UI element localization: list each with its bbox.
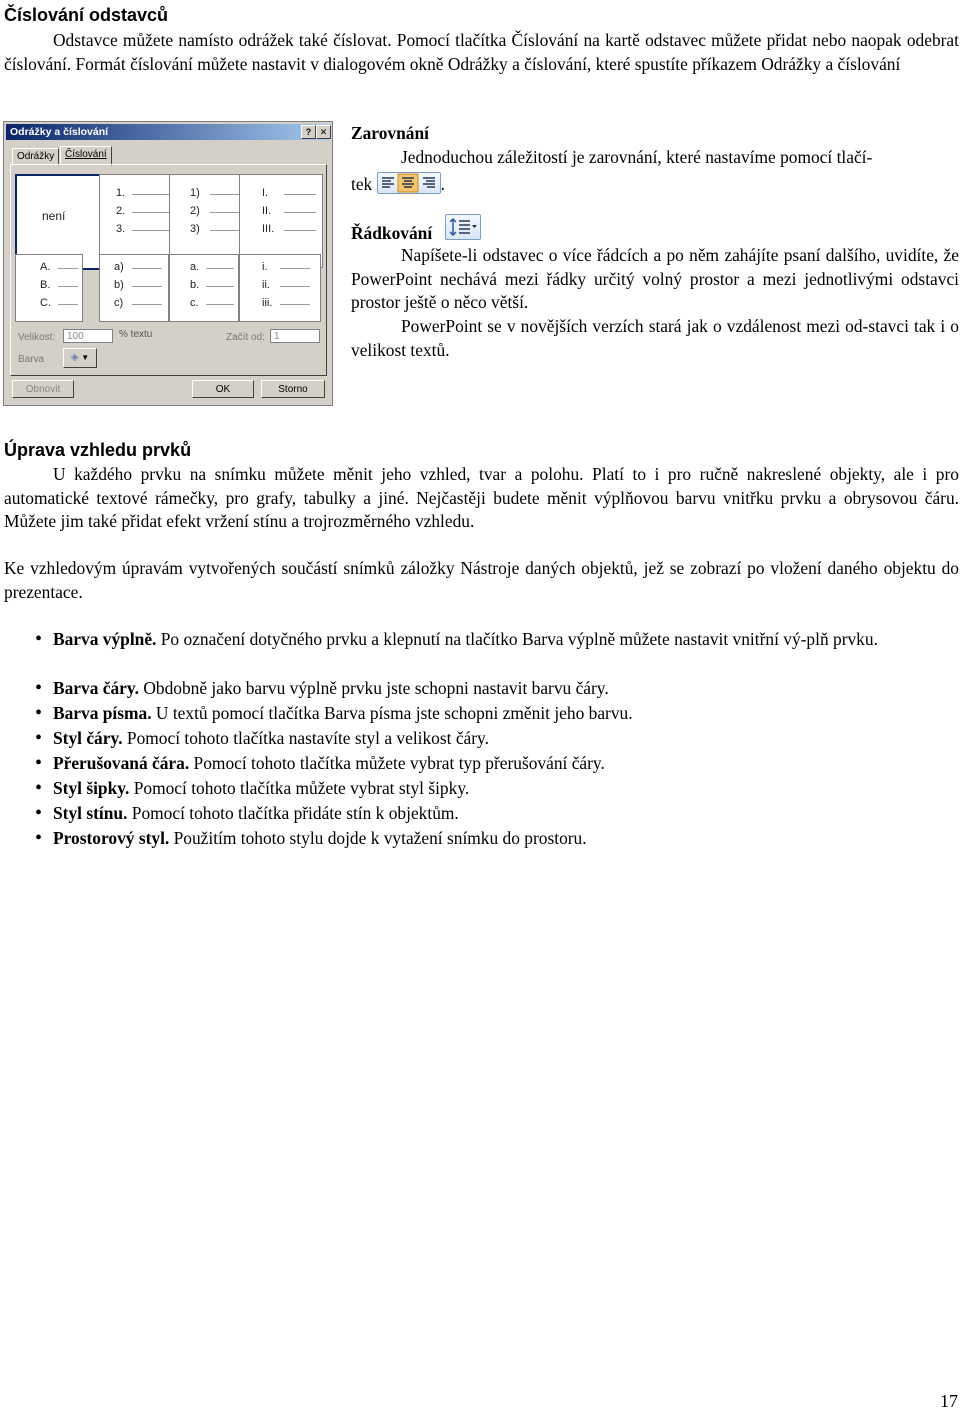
alignment-text-line2 [351, 172, 445, 196]
alignment-text-c: . [440, 174, 445, 194]
reset-button[interactable]: Obnovit [12, 380, 74, 398]
formatting-bullet-list [0, 628, 960, 852]
alignment-text-b: tek [351, 174, 373, 194]
num-label: III. [262, 223, 275, 235]
spacing-paragraph-1 [351, 244, 959, 315]
color-picker-button[interactable] [63, 348, 97, 368]
bullet-text: U textů pomocí tlačítka Barva písma jste schopni změnit jeho barvu. [151, 703, 633, 723]
num-label: 2) [190, 205, 200, 217]
bullet-term: Přerušovaná čára. [53, 753, 190, 773]
list-item [0, 628, 958, 677]
none-label: není [42, 209, 66, 223]
bullet-term: Barva čáry. [53, 678, 139, 698]
spacing-paragraph-2 [351, 315, 959, 362]
page-number: 17 [940, 1391, 958, 1411]
list-item [0, 827, 958, 852]
close-icon[interactable]: ✕ [316, 125, 331, 139]
bullet-term: Prostorový styl. [53, 828, 170, 848]
dialog-titlebar: Odrážky a číslování [6, 124, 330, 140]
appearance-paragraph-2 [4, 557, 959, 604]
bullet-term: Styl čáry. [53, 728, 123, 748]
bullet-text: Po označení dotyčného prvku a klepnutí na tlačítko Barva výplně můžete nastavit vnitřní vý-plň prvku. [156, 629, 878, 649]
size-unit-label: % textu [119, 329, 153, 340]
start-at-label: Začít od: [226, 332, 265, 343]
numbering-paragraph [4, 29, 959, 76]
num-label: a) [114, 261, 124, 273]
section-title-appearance: Úprava vzhledu prvků [4, 440, 192, 460]
cancel-button[interactable]: Storno [261, 380, 325, 398]
num-label: c) [114, 297, 124, 309]
align-icons [378, 173, 440, 193]
num-label: C. [40, 297, 51, 309]
tab-numbering[interactable]: Číslování [60, 146, 112, 166]
color-label: Barva [18, 354, 45, 365]
spacing-heading-row [351, 216, 481, 244]
section-title-numbering: Číslování odstavců [4, 5, 169, 25]
num-label: A. [40, 261, 51, 273]
line-spacing-icon [445, 214, 481, 240]
num-label: ii. [262, 279, 270, 291]
bullet-term: Barva písma. [53, 703, 152, 723]
bullet-text: Použitím tohoto stylu dojde k vytažení snímku do prostoru. [169, 828, 587, 848]
num-label: iii. [262, 297, 273, 309]
num-label: c. [190, 297, 199, 309]
numbering-option-lower-alpha[interactable] [169, 254, 239, 322]
ok-button[interactable]: OK [192, 380, 254, 398]
bullet-term: Styl šipky. [53, 778, 130, 798]
appearance-p1-text: U každého prvku na snímku můžete měnit jeho vzhled, tvar a polohu. Platí to i pro ručně nakreslené objekty, ale i pro automatické textové rámečky, pro grafy, tabulky a jiné. Nejčastěji budete měnit výplňovou barvu vnitřku prvku a obrysovou čáru. Můžete jim také přidat efekt vržení stínu a trojrozměrného vzhledu. [4, 464, 959, 531]
spacing-p1-text: Napíšete-li odstavec o více řádcích a po něm zahájíte psaní dalšího, uvidíte, že PowerPoint nechává mezi řádky určitý volný prostor a mezi jednotlivými odstavci prostor ještě o něco větší. [351, 245, 959, 312]
bullet-text: Pomocí tohoto tlačítka můžete vybrat styl šipky. [129, 778, 470, 798]
alignment-text-a: Jednoduchou záležitostí je zarovnání, které nastavíme pomocí tlačí- [401, 147, 873, 167]
list-item [0, 677, 958, 702]
spacing-p2-text: PowerPoint se v novějších verzích stará jak o vzdálenost mezi od-stavci tak i o velikost textů. [351, 316, 959, 360]
numbering-option-lower-roman[interactable] [239, 254, 321, 322]
spacing-heading: Řádkování [351, 223, 433, 243]
numbering-option-upper-alpha[interactable] [15, 254, 83, 322]
num-label: II. [262, 205, 272, 217]
bullet-text: Pomocí tohoto tlačítka nastavíte styl a velikost čáry. [122, 728, 489, 748]
paint-bucket-icon: ◈ [70, 352, 79, 363]
num-label: a. [190, 261, 200, 273]
list-item [0, 802, 958, 827]
num-label: B. [40, 279, 51, 291]
numbering-paragraph-text: Odstavce můžete namísto odrážek také číslovat. Pomocí tlačítka Číslování na kartě odstavec můžete přidat nebo naopak odebrat číslování. Formát číslování můžete nastavit v dialogovém okně Odrážky a číslování, které spustíte příkazem Odrážky a číslování [4, 30, 959, 74]
num-label: b) [114, 279, 124, 291]
size-label: Velikost: [18, 332, 56, 343]
alignment-buttons [377, 172, 441, 194]
bullets-numbering-dialog [3, 121, 333, 406]
num-label: 1. [116, 187, 126, 199]
tab-bullets[interactable]: Odrážky [12, 148, 59, 166]
bullet-text: Pomocí tohoto tlačítka můžete vybrat typ přerušování čáry. [189, 753, 605, 773]
num-label: I. [262, 187, 269, 199]
appearance-p2-text: Ke vzhledovým úpravám vytvořených součástí snímků záložky Nástroje daných objektů, jež se zobrazí po vložení daného objektu do prezentace. [4, 558, 959, 602]
num-label: 1) [190, 187, 200, 199]
list-item [0, 702, 958, 727]
help-icon[interactable]: ? [301, 125, 316, 139]
num-label: i. [262, 261, 268, 273]
chevron-down-icon: ▼ [81, 353, 90, 362]
list-item [0, 777, 958, 802]
bullet-term: Styl stínu. [53, 803, 128, 823]
appearance-paragraph-1 [4, 463, 959, 534]
start-at-field[interactable]: 1 [270, 329, 320, 343]
num-label: b. [190, 279, 200, 291]
list-item [0, 727, 958, 752]
alignment-heading: Zarovnání [351, 123, 429, 143]
bullet-text: Pomocí tohoto tlačítka přidáte stín k objektům. [127, 803, 459, 823]
alignment-text [351, 146, 959, 170]
num-label: 3) [190, 223, 200, 235]
num-label: 2. [116, 205, 126, 217]
numbering-option-lower-paren[interactable] [99, 254, 169, 322]
bullet-text: Obdobně jako barvu výplně prvku jste schopni nastavit barvu čáry. [138, 678, 609, 698]
size-field[interactable]: 100 [63, 329, 113, 343]
bullet-term: Barva výplně. [53, 629, 157, 649]
num-label: 3. [116, 223, 126, 235]
list-item [0, 752, 958, 777]
